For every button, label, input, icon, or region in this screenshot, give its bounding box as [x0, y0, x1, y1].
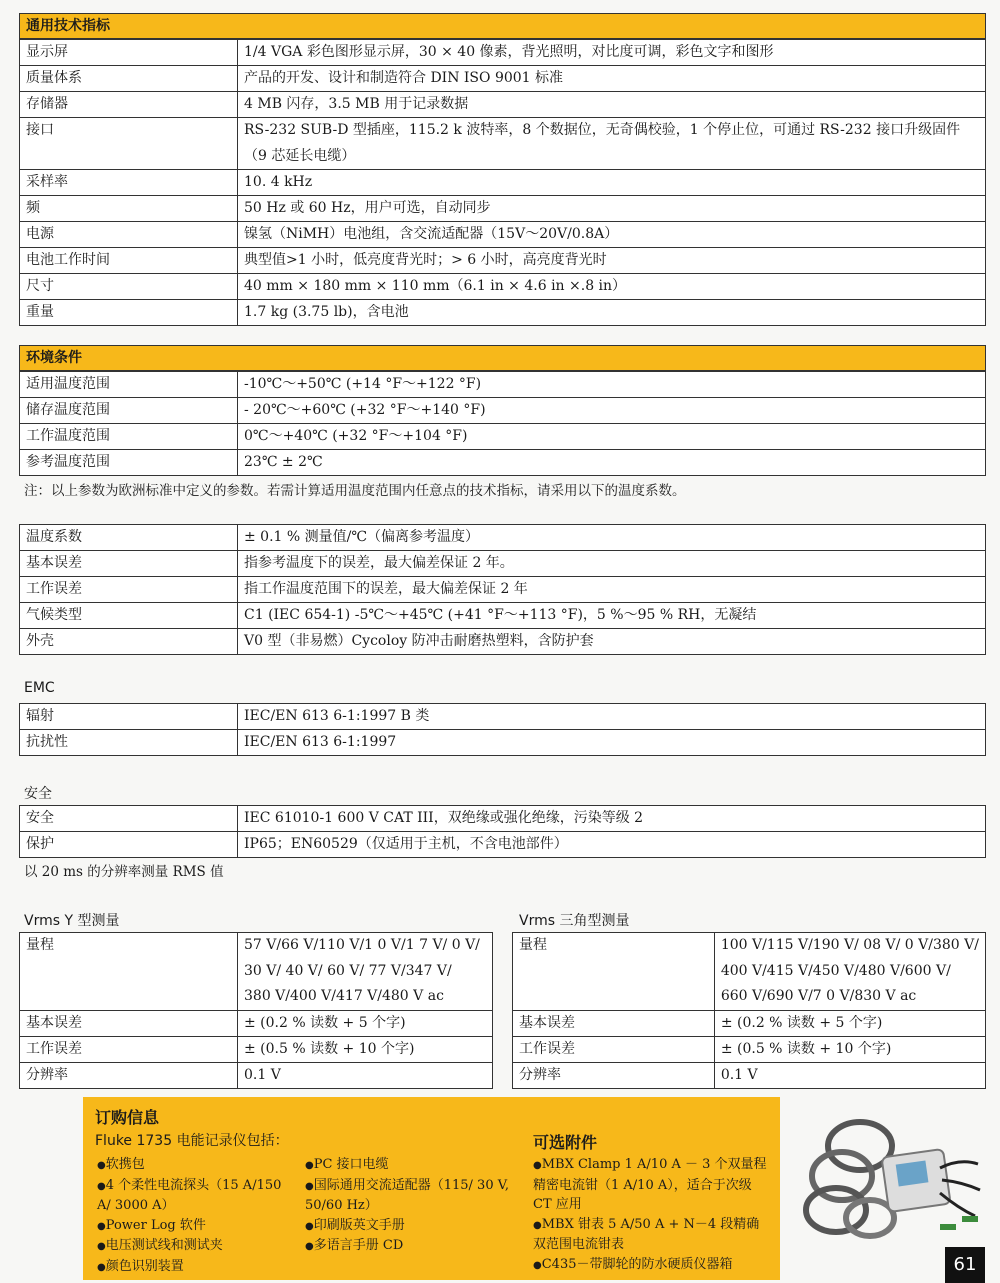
table-row [20, 274, 986, 300]
page-number: 61 [945, 1247, 985, 1283]
row-label: 基本误差 [20, 551, 238, 577]
row-label: 显示屏 [20, 40, 238, 66]
row-value [714, 933, 985, 1011]
row-label: 抗扰性 [20, 730, 238, 756]
row-value: 4 MB 闪存，3.5 MB 用于记录数据 [238, 92, 986, 118]
general-spec-table [19, 39, 986, 326]
list-item: ●MBX Clamp 1 A/10 A － 3 个双量程精密电流钳（1 A/10 A），适合于次级 CT 应用 [533, 1157, 767, 1212]
row-label: 量程 [513, 933, 715, 1011]
row-value: IP65；EN60529（仅适用于主机，不含电池部件） [238, 832, 986, 858]
list-item: ●颜色识别装置 [97, 1258, 184, 1274]
list-item: ●软携包 [97, 1157, 145, 1172]
row-value: -10℃～+50℃ (+14 °F～+122 °F) [238, 372, 986, 398]
row-label: 外壳 [20, 629, 238, 655]
table-row [20, 66, 986, 92]
table-row [20, 450, 986, 476]
row-label: 接口 [20, 118, 238, 170]
list-item: ●4 个柔性电流探头（15 A/150 A/ 3000 A） [97, 1177, 282, 1213]
row-label: 重量 [20, 300, 238, 326]
row-value: IEC/EN 613 6-1:1997 [238, 730, 986, 756]
emc-title: EMC [24, 680, 55, 696]
row-label: 量程 [20, 933, 238, 1011]
list-item: ●印刷版英文手册 [305, 1217, 405, 1233]
vrms-y-title: Vrms Y 型测量 [24, 913, 120, 929]
table-row [20, 730, 986, 756]
row-label: 基本误差 [513, 1010, 715, 1036]
row-value: 0.1 V [714, 1062, 985, 1088]
order-list-col1 [97, 1155, 292, 1277]
safety-note: 以 20 ms 的分辨率测量 RMS 值 [24, 864, 224, 880]
row-label: 频 [20, 196, 238, 222]
table-row [20, 424, 986, 450]
row-label: 分辨率 [20, 1062, 238, 1088]
row-value: 1.7 kg (3.75 lb)，含电池 [238, 300, 986, 326]
row-value: 产品的开发、设计和制造符合 DIN ISO 9001 标准 [238, 66, 986, 92]
row-value: ± (0.2 % 读数 + 5 个字) [238, 1010, 493, 1036]
row-value: ± (0.5 % 读数 + 10 个字) [238, 1036, 493, 1062]
row-value: IEC 61010-1 600 V CAT III，双绝缘或强化绝缘，污染等级 2 [238, 806, 986, 832]
safety-spec-table [19, 805, 986, 858]
list-item: ●电压测试线和测试夹 [97, 1238, 223, 1253]
table-row [20, 40, 986, 66]
row-value: ± (0.2 % 读数 + 5 个字) [714, 1010, 985, 1036]
row-value: 镍氢（NiMH）电池组，含交流适配器（15V～20V/0.8A） [238, 222, 986, 248]
table-row [20, 1036, 493, 1062]
list-item: ●MBX 钳表 5 A/50 A + N－4 段精确双范围电流钳表 [533, 1216, 760, 1252]
range-line: 100 V/115 V/190 V/ 08 V/ 0 V/380 V/ [720, 937, 979, 953]
table-row [20, 704, 986, 730]
product-photo [790, 1098, 985, 1248]
table-row [20, 1010, 493, 1036]
environment-spec-table [19, 371, 986, 476]
general-section-header: 通用技术指标 [19, 13, 986, 39]
table-row [20, 832, 986, 858]
table-row [20, 577, 986, 603]
options-title: 可选附件 [533, 1133, 598, 1152]
emc-spec-table [19, 703, 986, 756]
row-label: 工作误差 [513, 1036, 715, 1062]
row-label: 安全 [20, 806, 238, 832]
table-row [20, 92, 986, 118]
row-label: 辐射 [20, 704, 238, 730]
row-value: ± 0.1 % 测量值/℃（偏离参考温度） [238, 525, 986, 551]
table-row [20, 196, 986, 222]
table-row [513, 933, 986, 1011]
row-label: 工作温度范围 [20, 424, 238, 450]
row-value: 指参考温度下的误差，最大偏差保证 2 年。 [238, 551, 986, 577]
table-row [20, 372, 986, 398]
row-value: 10. 4 kHz [238, 170, 986, 196]
row-value: V0 型（非易燃）Cycoloy 防冲击耐磨热塑料，含防护套 [238, 629, 986, 655]
row-label: 工作误差 [20, 1036, 238, 1062]
table-row [20, 551, 986, 577]
row-label: 尺寸 [20, 274, 238, 300]
table-row [513, 1062, 986, 1088]
range-line: 400 V/415 V/450 V/480 V/600 V/ [720, 962, 951, 979]
table-row [20, 933, 493, 1011]
table-row [20, 170, 986, 196]
row-value: 1/4 VGA 彩色图形显示屏，30 × 40 像素，背光照明，对比度可调，彩色文字和图形 [238, 40, 986, 66]
row-value: 典型值>1 小时，低亮度背光时；> 6 小时，高亮度背光时 [238, 248, 986, 274]
row-label: 电源 [20, 222, 238, 248]
row-label: 质量体系 [20, 66, 238, 92]
row-value [238, 933, 493, 1011]
list-item: ●国际通用交流适配器（115/ 30 V, 50/60 Hz） [305, 1177, 509, 1213]
row-value: IEC/EN 613 6-1:1997 B 类 [238, 704, 986, 730]
table-row [20, 629, 986, 655]
environment-note: 注：以上参数为欧洲标准中定义的参数。若需计算适用温度范围内任意点的技术指标，请采用以下的温度系数。 [24, 483, 686, 499]
order-subtitle: Fluke 1735 电能记录仪包括： [95, 1133, 289, 1149]
range-line: 380 V/400 V/417 V/480 V ac [244, 988, 444, 1004]
table-row [20, 1062, 493, 1088]
row-label: 存储器 [20, 92, 238, 118]
range-line: 660 V/690 V/7 0 V/830 V ac [720, 988, 917, 1004]
table-row [513, 1036, 986, 1062]
order-info-box [83, 1097, 780, 1280]
row-label: 采样率 [20, 170, 238, 196]
table-row [20, 806, 986, 832]
row-value: ± (0.5 % 读数 + 10 个字) [714, 1036, 985, 1062]
temperature-spec-table [19, 524, 986, 655]
row-value: 40 mm × 180 mm × 110 mm（6.1 in × 4.6 in ×.8 in） [238, 274, 986, 300]
table-row [20, 248, 986, 274]
table-row [20, 222, 986, 248]
row-label: 温度系数 [20, 525, 238, 551]
table-row [20, 300, 986, 326]
row-value: 指工作温度范围下的误差，最大偏差保证 2 年 [238, 577, 986, 603]
options-list [533, 1155, 768, 1275]
row-value: C1 (IEC 654-1) -5℃～+45℃ (+41 °F～+113 °F)，5 %～95 % RH，无凝结 [238, 603, 986, 629]
row-value: 23℃ ± 2℃ [238, 450, 986, 476]
vrms-delta-title: Vrms 三角型测量 [519, 913, 630, 929]
row-label: 分辨率 [513, 1062, 715, 1088]
order-title: 订购信息 [95, 1108, 160, 1127]
list-item: ●PC 接口电缆 [305, 1157, 389, 1172]
row-value: RS-232 SUB-D 型插座，115.2 k 波特率，8 个数据位，无奇偶校验，1 个停止位，可通过 RS-232 接口升级固件（9 芯延长电缆） [238, 118, 986, 170]
table-row [20, 525, 986, 551]
table-row [513, 1010, 986, 1036]
environment-section-header: 环境条件 [19, 345, 986, 371]
list-item: ●C435－带脚轮的防水硬质仪器箱 [533, 1256, 733, 1272]
row-label: 工作误差 [20, 577, 238, 603]
vrms-y-table [19, 932, 493, 1089]
row-label: 保护 [20, 832, 238, 858]
table-row [20, 398, 986, 424]
row-value: - 20℃～+60℃ (+32 °F～+140 °F) [238, 398, 986, 424]
safety-title: 安全 [24, 786, 52, 802]
list-item: ●Power Log 软件 [97, 1217, 206, 1233]
list-item: ●多语言手册 CD [305, 1238, 404, 1253]
row-label: 储存温度范围 [20, 398, 238, 424]
vrms-delta-table [512, 932, 986, 1089]
row-label: 气候类型 [20, 603, 238, 629]
row-label: 电池工作时间 [20, 248, 238, 274]
row-label: 参考温度范围 [20, 450, 238, 476]
range-line: 57 V/66 V/110 V/1 0 V/1 7 V/ 0 V/ [244, 937, 480, 953]
range-line: 30 V/ 40 V/ 60 V/ 77 V/347 V/ [244, 962, 452, 979]
row-label: 基本误差 [20, 1010, 238, 1036]
order-list-col2 [305, 1155, 510, 1257]
row-value: 0.1 V [238, 1062, 493, 1088]
row-label: 适用温度范围 [20, 372, 238, 398]
row-value: 50 Hz 或 60 Hz，用户可选，自动同步 [238, 196, 986, 222]
row-value: 0℃～+40℃ (+32 °F～+104 °F) [238, 424, 986, 450]
table-row [20, 603, 986, 629]
table-row [20, 118, 986, 170]
